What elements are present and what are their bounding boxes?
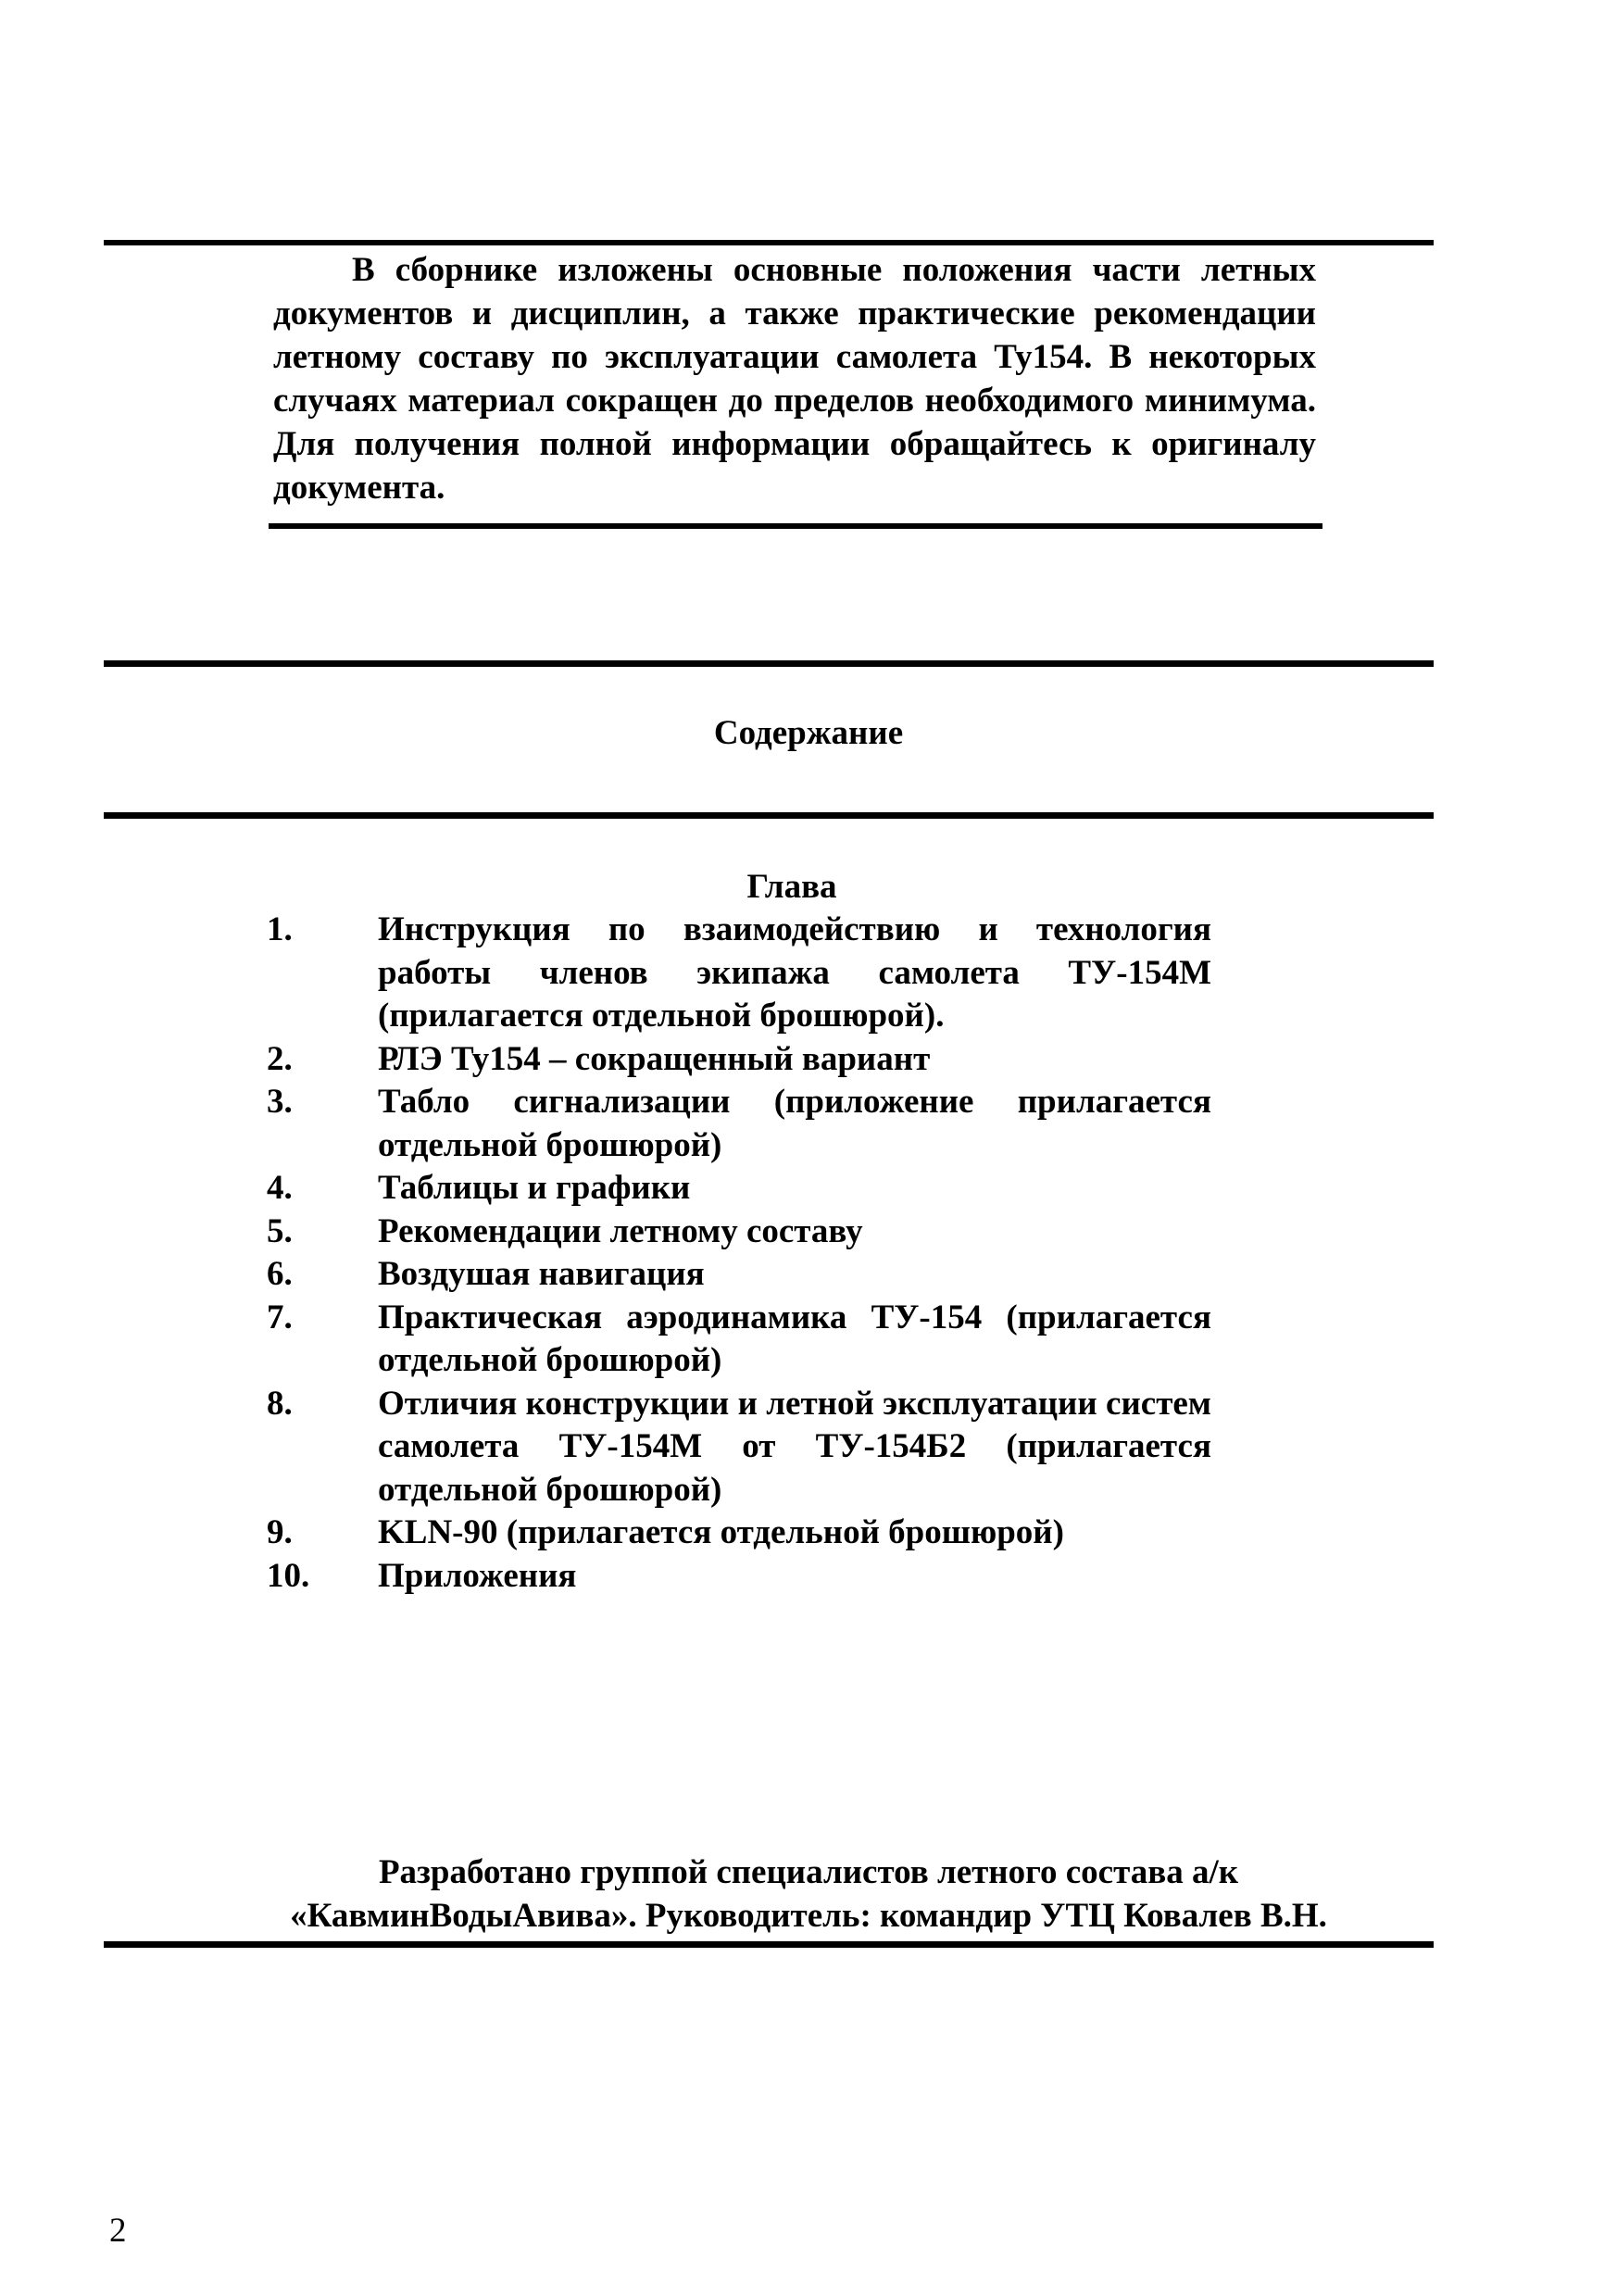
toc-item-number: 7. — [267, 1298, 293, 1336]
toc-item-text: Приложения — [378, 1556, 577, 1595]
toc-item-text: Воздушая навигация — [378, 1255, 705, 1293]
toc-item-text: Отличия конструкции и летной эксплуатации систем самолета ТУ-154М от ТУ-154Б2 (прилагается отдельной брошюрой) — [378, 1384, 1211, 1509]
toc-item-number: 2. — [267, 1039, 293, 1078]
toc-item — [267, 1512, 1211, 1555]
table-of-contents — [267, 909, 1211, 1598]
contents-bottom-rule — [104, 812, 1434, 819]
toc-item-number: 8. — [267, 1384, 293, 1423]
toc-item — [267, 1211, 1211, 1254]
contents-title: Содержание — [713, 714, 904, 752]
toc-item-text: KLN-90 (прилагается отдельной брошюрой) — [378, 1513, 1064, 1551]
toc-item-number: 3. — [267, 1083, 293, 1121]
toc-item-number: 10. — [267, 1556, 310, 1595]
chapter-heading: Глава — [746, 868, 837, 906]
toc-item-text: РЛЭ Ту154 – сокращенный вариант — [378, 1039, 931, 1078]
credits — [0, 1851, 1617, 1938]
credits-line-2: «КавминВодыАвива». Руководитель: командир УТЦ Ковалев В.Н. — [290, 1897, 1327, 1935]
toc-item-number: 9. — [267, 1513, 293, 1551]
intro-bottom-rule — [269, 523, 1322, 529]
toc-item-text: Табло сигнализации (приложение прилагается отдельной брошюрой) — [378, 1083, 1211, 1164]
toc-item-text: Таблицы и графики — [378, 1169, 691, 1207]
toc-item-text: Инструкция по взаимодействию и технология работы членов экипажа самолета ТУ-154М (прилагается отдельной брошюрой). — [378, 910, 1211, 1035]
toc-item — [267, 1383, 1211, 1512]
toc-item — [267, 1555, 1211, 1599]
toc-item-number: 1. — [267, 910, 293, 948]
page-number: 2 — [109, 2212, 127, 2250]
toc-item-number: 6. — [267, 1255, 293, 1293]
toc-item — [267, 1081, 1211, 1167]
intro-paragraph: В сборнике изложены основные положения части летных документов и дисциплин, а также практические рекомендации летному составу по эксплуатации самолета Ту154. В некоторых случаях материал сокращен до пределов необходимого минимума. Для получения полной информации обращайтесь к оригиналу документа. — [273, 251, 1316, 507]
toc-item — [267, 1297, 1211, 1383]
toc-item — [267, 1253, 1211, 1297]
toc-item — [267, 1038, 1211, 1082]
top-rule — [104, 240, 1434, 245]
toc-item-text: Практическая аэродинамика ТУ-154 (прилагается отдельной брошюрой) — [378, 1298, 1211, 1379]
contents-top-rule — [104, 660, 1434, 667]
toc-item — [267, 909, 1211, 1038]
toc-item-text: Рекомендации летному составу — [378, 1211, 863, 1250]
footer-rule — [104, 1941, 1434, 1948]
toc-item — [267, 1167, 1211, 1211]
credits-line-1: Разработано группой специалистов летного состава а/к — [378, 1853, 1239, 1891]
toc-item-number: 4. — [267, 1169, 293, 1207]
toc-item-number: 5. — [267, 1211, 293, 1250]
